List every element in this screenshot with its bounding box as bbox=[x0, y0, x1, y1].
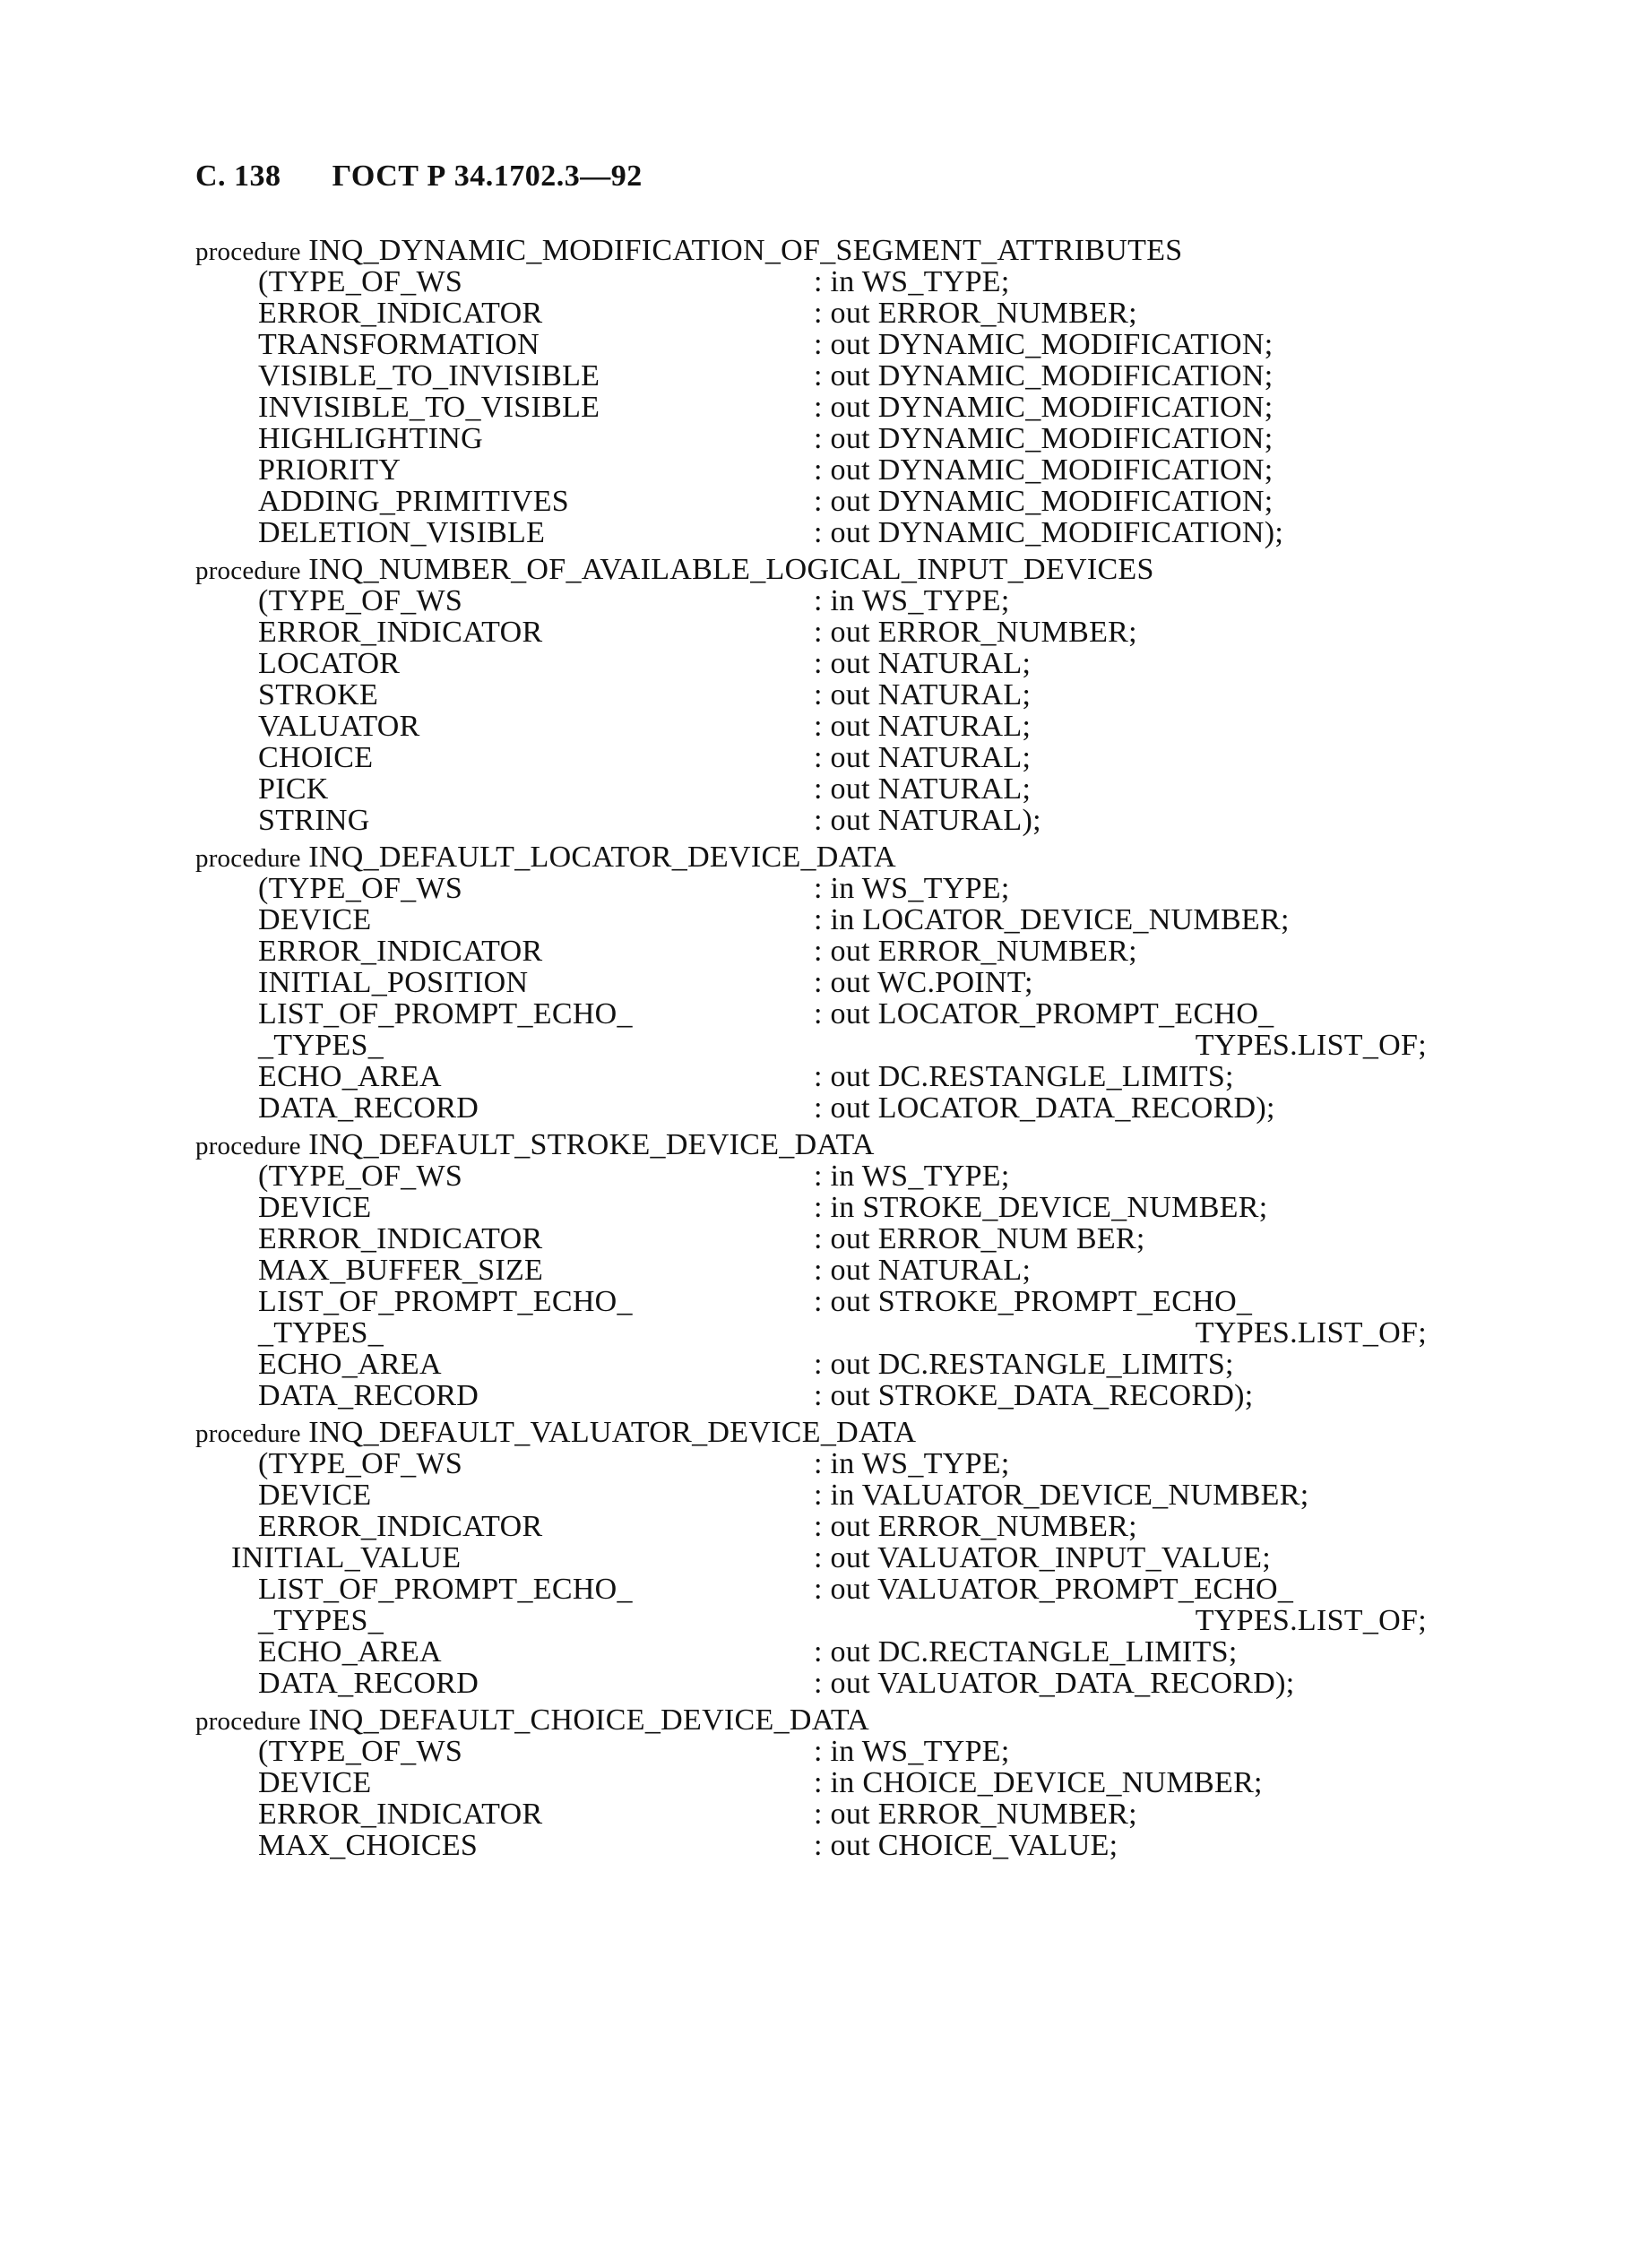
parameter-name: ERROR_INDICATOR bbox=[258, 616, 543, 649]
procedure-heading bbox=[195, 841, 1468, 873]
parameter-type: : out VALUATOR_PROMPT_ECHO_ bbox=[814, 1573, 1294, 1606]
procedure-keyword: procedure bbox=[195, 1419, 301, 1448]
parameter-type: : out CHOICE_VALUE; bbox=[814, 1829, 1118, 1862]
parameter-type: : out DYNAMIC_MODIFICATION; bbox=[814, 485, 1274, 518]
parameter-type: : out DYNAMIC_MODIFICATION; bbox=[814, 328, 1274, 361]
parameter-row bbox=[195, 1605, 1468, 1636]
parameter-name: _TYPES_ bbox=[258, 1029, 384, 1062]
parameter-name: DEVICE bbox=[258, 1191, 372, 1224]
parameter-name: DATA_RECORD bbox=[258, 1379, 479, 1412]
parameter-type: : in LOCATOR_DEVICE_NUMBER; bbox=[814, 903, 1290, 936]
parameter-type-continuation: TYPES.LIST_OF; bbox=[1195, 1604, 1427, 1637]
parameter-row bbox=[195, 1574, 1468, 1605]
parameter-row bbox=[195, 298, 1468, 329]
parameter-type: : out DC.RESTANGLE_LIMITS; bbox=[814, 1348, 1234, 1381]
parameter-name: VALUATOR bbox=[258, 710, 420, 743]
parameter-name: (TYPE_OF_WS bbox=[258, 584, 463, 617]
parameter-name: STROKE bbox=[258, 678, 379, 711]
procedure-block bbox=[195, 235, 1468, 548]
parameter-type: : out DYNAMIC_MODIFICATION; bbox=[814, 391, 1274, 424]
parameter-type: : out NATURAL; bbox=[814, 741, 1032, 774]
parameter-row bbox=[195, 1636, 1468, 1668]
parameter-row bbox=[195, 1286, 1468, 1317]
parameter-row bbox=[195, 1736, 1468, 1767]
parameter-type: : in STROKE_DEVICE_NUMBER; bbox=[814, 1191, 1268, 1224]
parameter-name: LIST_OF_PROMPT_ECHO_ bbox=[258, 1573, 633, 1606]
parameter-row bbox=[195, 1798, 1468, 1830]
procedure-listing bbox=[195, 235, 1468, 1867]
parameter-type: : out LOCATOR_DATA_RECORD); bbox=[814, 1091, 1275, 1125]
procedure-name: INQ_DYNAMIC_MODIFICATION_OF_SEGMENT_ATTRIBUTES bbox=[308, 234, 1183, 267]
procedure-name: INQ_DEFAULT_CHOICE_DEVICE_DATA bbox=[308, 1703, 870, 1737]
parameter-type: : in WS_TYPE; bbox=[814, 1447, 1010, 1480]
parameter-type: : out NATURAL; bbox=[814, 647, 1032, 680]
parameter-type: : out ERROR_NUMBER; bbox=[814, 297, 1137, 330]
parameter-type: : out VALUATOR_DATA_RECORD); bbox=[814, 1667, 1295, 1700]
parameter-row bbox=[195, 711, 1468, 742]
parameter-row bbox=[195, 904, 1468, 936]
parameter-name: (TYPE_OF_WS bbox=[258, 265, 463, 298]
parameter-row bbox=[195, 1030, 1468, 1061]
procedure-heading bbox=[195, 1417, 1468, 1448]
parameter-type: : out STROKE_DATA_RECORD); bbox=[814, 1379, 1254, 1412]
parameter-name: MAX_CHOICES bbox=[258, 1829, 479, 1862]
parameter-row bbox=[195, 1160, 1468, 1192]
parameter-name: HIGHLIGHTING bbox=[258, 422, 483, 455]
parameter-name: ERROR_INDICATOR bbox=[258, 297, 543, 330]
parameter-row bbox=[195, 936, 1468, 967]
parameter-type: : out ERROR_NUMBER; bbox=[814, 935, 1137, 968]
page-header bbox=[195, 160, 643, 194]
parameter-name: (TYPE_OF_WS bbox=[258, 1447, 463, 1480]
parameter-row bbox=[195, 1255, 1468, 1286]
parameter-name: PICK bbox=[258, 772, 329, 806]
parameter-type-continuation: TYPES.LIST_OF; bbox=[1195, 1316, 1427, 1350]
parameter-type: : in WS_TYPE; bbox=[814, 872, 1010, 905]
parameter-name: DEVICE bbox=[258, 903, 372, 936]
parameter-name: ERROR_INDICATOR bbox=[258, 1510, 543, 1543]
standard-designation: ГОСТ Р 34.1702.3—92 bbox=[332, 160, 643, 193]
parameter-name: (TYPE_OF_WS bbox=[258, 1735, 463, 1768]
procedure-keyword: procedure bbox=[195, 844, 301, 873]
parameter-type: : out ERROR_NUMBER; bbox=[814, 616, 1137, 649]
parameter-name: LOCATOR bbox=[258, 647, 401, 680]
parameter-name: INITIAL_POSITION bbox=[258, 966, 529, 999]
parameter-row bbox=[195, 1830, 1468, 1861]
parameter-row bbox=[195, 1317, 1468, 1349]
parameter-row bbox=[195, 648, 1468, 679]
procedure-block bbox=[195, 1129, 1468, 1411]
procedure-heading bbox=[195, 1704, 1468, 1736]
parameter-name: DEVICE bbox=[258, 1479, 372, 1512]
parameter-name: PRIORITY bbox=[258, 453, 402, 487]
parameter-name: ERROR_INDICATOR bbox=[258, 1222, 543, 1255]
procedure-heading bbox=[195, 235, 1468, 266]
parameter-name: INVISIBLE_TO_VISIBLE bbox=[258, 391, 600, 424]
procedure-name: INQ_DEFAULT_VALUATOR_DEVICE_DATA bbox=[308, 1416, 917, 1449]
parameter-name: MAX_BUFFER_SIZE bbox=[258, 1254, 544, 1287]
parameter-type: : in WS_TYPE; bbox=[814, 1160, 1010, 1193]
parameter-type: : out STROKE_PROMPT_ECHO_ bbox=[814, 1285, 1253, 1318]
parameter-row bbox=[195, 517, 1468, 548]
parameter-row bbox=[195, 617, 1468, 648]
parameter-name: TRANSFORMATION bbox=[258, 328, 540, 361]
parameter-type: : in VALUATOR_DEVICE_NUMBER; bbox=[814, 1479, 1309, 1512]
parameter-row bbox=[195, 1223, 1468, 1255]
parameter-type: : out LOCATOR_PROMPT_ECHO_ bbox=[814, 997, 1274, 1031]
procedure-block bbox=[195, 841, 1468, 1124]
procedure-name: INQ_DEFAULT_STROKE_DEVICE_DATA bbox=[308, 1128, 875, 1161]
parameter-row bbox=[195, 392, 1468, 423]
procedure-block bbox=[195, 1704, 1468, 1861]
parameter-row bbox=[195, 1380, 1468, 1411]
parameter-name: ECHO_AREA bbox=[258, 1635, 442, 1669]
parameter-row bbox=[195, 585, 1468, 617]
procedure-heading bbox=[195, 1129, 1468, 1160]
parameter-row bbox=[195, 1448, 1468, 1479]
parameter-row bbox=[195, 1767, 1468, 1798]
page-number: С. 138 bbox=[195, 160, 281, 193]
parameter-type: : out ERROR_NUMBER; bbox=[814, 1798, 1137, 1831]
parameter-row bbox=[195, 742, 1468, 773]
parameter-name: STRING bbox=[258, 804, 370, 837]
parameter-row bbox=[195, 1349, 1468, 1380]
parameter-type: : in WS_TYPE; bbox=[814, 1735, 1010, 1768]
parameter-row bbox=[195, 266, 1468, 298]
parameter-row bbox=[195, 1479, 1468, 1511]
parameter-row bbox=[195, 1092, 1468, 1124]
parameter-name: DATA_RECORD bbox=[258, 1667, 479, 1700]
parameter-type: : out DYNAMIC_MODIFICATION; bbox=[814, 453, 1274, 487]
parameter-name: VISIBLE_TO_INVISIBLE bbox=[258, 359, 600, 392]
parameter-type: : out DYNAMIC_MODIFICATION; bbox=[814, 422, 1274, 455]
procedure-name: INQ_NUMBER_OF_AVAILABLE_LOGICAL_INPUT_DEVICES bbox=[308, 553, 1154, 586]
parameter-name: _TYPES_ bbox=[258, 1316, 384, 1350]
parameter-row bbox=[195, 679, 1468, 711]
parameter-row bbox=[195, 454, 1468, 486]
parameter-type-continuation: TYPES.LIST_OF; bbox=[1195, 1029, 1427, 1062]
procedure-heading bbox=[195, 554, 1468, 585]
procedure-block bbox=[195, 554, 1468, 836]
parameter-name: (TYPE_OF_WS bbox=[258, 872, 463, 905]
parameter-row bbox=[195, 1192, 1468, 1223]
parameter-name: ADDING_PRIMITIVES bbox=[258, 485, 569, 518]
parameter-type: : out DYNAMIC_MODIFICATION); bbox=[814, 516, 1284, 549]
procedure-keyword: procedure bbox=[195, 556, 301, 585]
parameter-name: DATA_RECORD bbox=[258, 1091, 479, 1125]
parameter-row bbox=[195, 1061, 1468, 1092]
parameter-name: LIST_OF_PROMPT_ECHO_ bbox=[258, 1285, 633, 1318]
parameter-row bbox=[195, 967, 1468, 998]
parameter-name: (TYPE_OF_WS bbox=[258, 1160, 463, 1193]
parameter-row bbox=[195, 873, 1468, 904]
parameter-row bbox=[195, 329, 1468, 360]
parameter-type: : out WC.POINT; bbox=[814, 966, 1033, 999]
parameter-row bbox=[195, 1542, 1468, 1574]
parameter-type: : out NATURAL; bbox=[814, 772, 1032, 806]
parameter-row bbox=[195, 1668, 1468, 1699]
parameter-name: ERROR_INDICATOR bbox=[258, 1798, 543, 1831]
parameter-row bbox=[195, 423, 1468, 454]
parameter-type: : out ERROR_NUM BER; bbox=[814, 1222, 1145, 1255]
parameter-row bbox=[195, 805, 1468, 836]
parameter-name: ECHO_AREA bbox=[258, 1060, 442, 1093]
parameter-type: : in WS_TYPE; bbox=[814, 265, 1010, 298]
parameter-type: : out VALUATOR_INPUT_VALUE; bbox=[814, 1541, 1271, 1574]
parameter-row bbox=[195, 1511, 1468, 1542]
parameter-row bbox=[195, 773, 1468, 805]
parameter-row bbox=[195, 360, 1468, 392]
parameter-name: DELETION_VISIBLE bbox=[258, 516, 546, 549]
parameter-name: INITIAL_VALUE bbox=[231, 1541, 462, 1574]
parameter-type: : out ERROR_NUMBER; bbox=[814, 1510, 1137, 1543]
parameter-name: DEVICE bbox=[258, 1766, 372, 1799]
parameter-type: : out DYNAMIC_MODIFICATION; bbox=[814, 359, 1274, 392]
parameter-row bbox=[195, 486, 1468, 517]
parameter-type: : out NATURAL); bbox=[814, 804, 1041, 837]
parameter-name: _TYPES_ bbox=[258, 1604, 384, 1637]
parameter-type: : out DC.RESTANGLE_LIMITS; bbox=[814, 1060, 1234, 1093]
parameter-name: LIST_OF_PROMPT_ECHO_ bbox=[258, 997, 633, 1031]
parameter-name: CHOICE bbox=[258, 741, 374, 774]
parameter-name: ERROR_INDICATOR bbox=[258, 935, 543, 968]
parameter-type: : in WS_TYPE; bbox=[814, 584, 1010, 617]
procedure-keyword: procedure bbox=[195, 1707, 301, 1736]
parameter-type: : in CHOICE_DEVICE_NUMBER; bbox=[814, 1766, 1263, 1799]
procedure-block bbox=[195, 1417, 1468, 1699]
parameter-row bbox=[195, 998, 1468, 1030]
procedure-keyword: procedure bbox=[195, 237, 301, 266]
parameter-type: : out NATURAL; bbox=[814, 710, 1032, 743]
parameter-name: ECHO_AREA bbox=[258, 1348, 442, 1381]
procedure-name: INQ_DEFAULT_LOCATOR_DEVICE_DATA bbox=[308, 841, 896, 874]
procedure-keyword: procedure bbox=[195, 1132, 301, 1160]
parameter-type: : out NATURAL; bbox=[814, 678, 1032, 711]
parameter-type: : out DC.RECTANGLE_LIMITS; bbox=[814, 1635, 1238, 1669]
parameter-type: : out NATURAL; bbox=[814, 1254, 1032, 1287]
